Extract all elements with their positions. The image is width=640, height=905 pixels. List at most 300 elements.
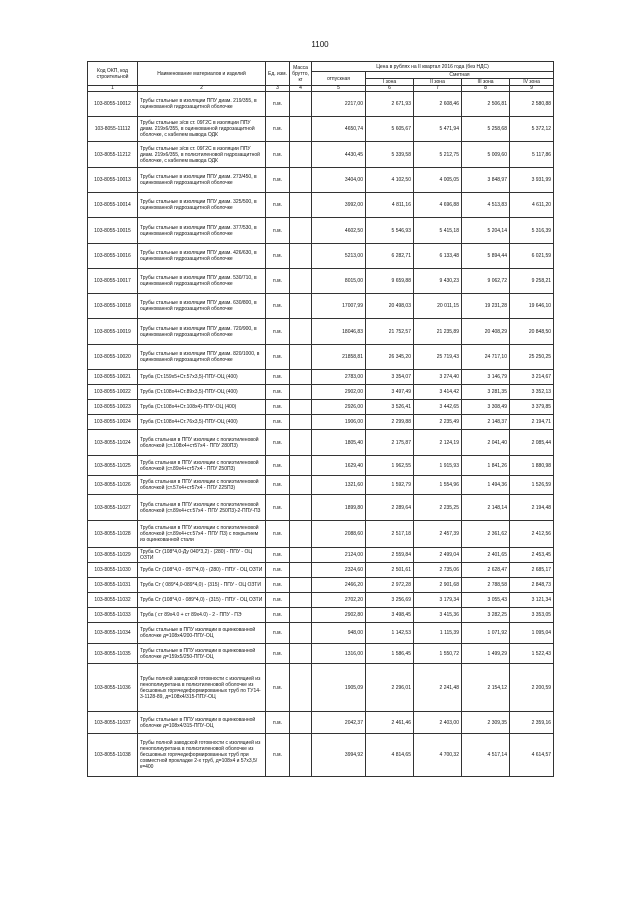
row-unit-cell: п.м. <box>266 168 290 193</box>
row-zone3-price-cell: 5 009,60 <box>462 142 510 168</box>
row-code-cell: 103-8055-11031 <box>88 578 138 593</box>
row-code-cell: 103-8055-10013 <box>88 168 138 193</box>
header-unit: Ед. изм. <box>266 62 290 86</box>
row-zone3-price-cell: 1 499,29 <box>462 644 510 664</box>
row-zone1-price-cell: 4 814,65 <box>366 734 414 777</box>
row-mass-cell <box>290 623 312 644</box>
row-mass-cell <box>290 168 312 193</box>
row-unit-cell: п.м. <box>266 415 290 430</box>
header-zone-1: I зона <box>366 79 414 86</box>
row-zone1-price-cell: 2 461,46 <box>366 712 414 734</box>
row-zone4-price-cell: 2 194,71 <box>510 415 554 430</box>
row-zone4-price-cell: 2 685,17 <box>510 563 554 578</box>
row-zone3-price-cell: 2 154,12 <box>462 664 510 712</box>
row-mass-cell <box>290 521 312 548</box>
table-row <box>88 142 554 168</box>
row-mass-cell <box>290 415 312 430</box>
row-name-cell: Трубы стальные в изоляции ППУ диам. 820/1000, в оцинкованной гидрозащитной оболочке <box>138 345 266 370</box>
row-zone4-price-cell: 2 453,45 <box>510 548 554 563</box>
row-code-cell: 103-8055-10014 <box>88 193 138 218</box>
row-zone2-price-cell: 3 179,34 <box>414 593 462 608</box>
row-name-cell: Труба Ст (108*4,0-Ду 040*3,2) - (280) - ППУ - ОЦ ОЗТИ <box>138 548 266 563</box>
row-code-cell: 103-8055-11027 <box>88 495 138 521</box>
row-zone2-price-cell: 2 901,68 <box>414 578 462 593</box>
table-row <box>88 476 554 495</box>
table-row <box>88 269 554 294</box>
row-zone3-price-cell: 3 281,35 <box>462 385 510 400</box>
row-zone1-price-cell: 2 559,84 <box>366 548 414 563</box>
table-row <box>88 430 554 456</box>
row-zone1-price-cell: 5 339,58 <box>366 142 414 168</box>
row-release-price-cell: 2926,00 <box>312 400 366 415</box>
row-zone3-price-cell: 5 258,68 <box>462 117 510 142</box>
row-release-price-cell: 4650,74 <box>312 117 366 142</box>
row-name-cell: Труба стальная в ППУ изоляции с полиэтиленовой оболочкой (ст.89х4+ст.57х4 - ППУ П3) с покрытием из оцинкованной стали <box>138 521 266 548</box>
row-zone4-price-cell: 2 359,16 <box>510 712 554 734</box>
table-row <box>88 456 554 476</box>
row-zone4-price-cell: 4 611,20 <box>510 193 554 218</box>
row-mass-cell <box>290 430 312 456</box>
row-unit-cell: п.м. <box>266 476 290 495</box>
row-zone2-price-cell: 9 430,23 <box>414 269 462 294</box>
row-zone4-price-cell: 2 580,88 <box>510 92 554 117</box>
row-zone4-price-cell: 3 379,85 <box>510 400 554 415</box>
column-number: 4 <box>290 86 312 92</box>
row-zone4-price-cell: 2 085,44 <box>510 430 554 456</box>
row-zone4-price-cell: 1 880,98 <box>510 456 554 476</box>
row-zone3-price-cell: 3 308,49 <box>462 400 510 415</box>
row-name-cell: Трубы стальные в изоляции ППУ диам. 219/355, в оцинкованной гидрозащитной оболочке <box>138 92 266 117</box>
row-unit-cell: п.м. <box>266 521 290 548</box>
row-zone3-price-cell: 9 062,72 <box>462 269 510 294</box>
row-zone3-price-cell: 5 204,14 <box>462 218 510 244</box>
row-code-cell: 103-8055-10021 <box>88 370 138 385</box>
row-zone4-price-cell: 2 848,73 <box>510 578 554 593</box>
row-release-price-cell: 2783,00 <box>312 370 366 385</box>
row-unit-cell: п.м. <box>266 218 290 244</box>
row-zone1-price-cell: 3 256,69 <box>366 593 414 608</box>
row-zone2-price-cell: 5 471,94 <box>414 117 462 142</box>
row-name-cell: Труба стальная в ППУ изоляции с полиэтиленовой оболочкой (ст.108х4+ст57х4 - ППУ 280П3) <box>138 430 266 456</box>
header-release: отпускная <box>312 72 366 86</box>
row-mass-cell <box>290 244 312 269</box>
row-code-cell: 103-8055-11030 <box>88 563 138 578</box>
row-zone4-price-cell: 1 095,04 <box>510 623 554 644</box>
row-code-cell: 103-8055-10020 <box>88 345 138 370</box>
row-code-cell: 103-8055-11032 <box>88 593 138 608</box>
row-zone2-price-cell: 4 696,88 <box>414 193 462 218</box>
row-zone4-price-cell: 5 117,86 <box>510 142 554 168</box>
row-zone2-price-cell: 2 241,48 <box>414 664 462 712</box>
row-name-cell: Трубы полной заводской готовности с изоляцией из пенополиуретана в полиэтиленовой оболочке из бесшовных горячедеформированных труб по ТУ14-3-1128-89, д=108х4/315-ППУ-ОЦ <box>138 664 266 712</box>
row-zone2-price-cell: 20 011,15 <box>414 294 462 319</box>
row-code-cell: 103-8055-10019 <box>88 319 138 345</box>
row-release-price-cell: 4430,45 <box>312 142 366 168</box>
row-zone2-price-cell: 4 005,05 <box>414 168 462 193</box>
row-zone3-price-cell: 1 494,36 <box>462 476 510 495</box>
row-release-price-cell: 2702,20 <box>312 593 366 608</box>
row-mass-cell <box>290 269 312 294</box>
row-unit-cell: п.м. <box>266 608 290 623</box>
row-mass-cell <box>290 117 312 142</box>
row-zone4-price-cell: 19 646,10 <box>510 294 554 319</box>
row-release-price-cell: 5213,00 <box>312 244 366 269</box>
row-unit-cell: п.м. <box>266 548 290 563</box>
row-release-price-cell: 4602,50 <box>312 218 366 244</box>
row-zone4-price-cell: 25 250,25 <box>510 345 554 370</box>
row-code-cell: 103-8055-11112 <box>88 117 138 142</box>
row-mass-cell <box>290 218 312 244</box>
row-unit-cell: п.м. <box>266 142 290 168</box>
row-zone3-price-cell: 3 282,25 <box>462 608 510 623</box>
row-zone1-price-cell: 2 296,01 <box>366 664 414 712</box>
row-code-cell: 103-8055-10023 <box>88 400 138 415</box>
row-zone2-price-cell: 1 915,93 <box>414 456 462 476</box>
row-code-cell: 103-8055-11025 <box>88 456 138 476</box>
row-unit-cell: п.м. <box>266 385 290 400</box>
row-release-price-cell: 2217,00 <box>312 92 366 117</box>
row-code-cell: 103-8055-11026 <box>88 476 138 495</box>
row-zone4-price-cell: 3 931,99 <box>510 168 554 193</box>
row-unit-cell: п.м. <box>266 664 290 712</box>
row-zone3-price-cell: 2 148,14 <box>462 495 510 521</box>
row-name-cell: Трубы стальные в ППУ изоляции в оцинкованной оболочке д=108х4/200-ППУ-ОЦ <box>138 623 266 644</box>
row-mass-cell <box>290 345 312 370</box>
column-number: 8 <box>462 86 510 92</box>
table-row <box>88 92 554 117</box>
row-zone2-price-cell: 2 499,04 <box>414 548 462 563</box>
row-zone1-price-cell: 9 659,88 <box>366 269 414 294</box>
table-row <box>88 168 554 193</box>
row-mass-cell <box>290 400 312 415</box>
row-zone3-price-cell: 1 071,92 <box>462 623 510 644</box>
header-estimate: Сметная <box>366 72 554 79</box>
row-zone1-price-cell: 6 282,71 <box>366 244 414 269</box>
row-name-cell: Трубы полной заводской готовности с изоляцией из пенополиуретана в полиэтиленовой оболочке из бесшовных горячедеформированных труб при совместной прокладке 2-х труб, д=108х4 и 57х3,5/к=400 <box>138 734 266 777</box>
table-row <box>88 644 554 664</box>
row-name-cell: Трубы стальные в изоляции ППУ диам. 530/710, в оцинкованной гидрозащитной оболочке <box>138 269 266 294</box>
row-code-cell: 103-8055-11034 <box>88 623 138 644</box>
row-code-cell: 103-8055-11024 <box>88 430 138 456</box>
row-zone2-price-cell: 3 274,40 <box>414 370 462 385</box>
row-name-cell: Труба стальная в ППУ изоляции с полиэтиленовой оболочкой (ст.89х4+ст.57х4 - ППУ 250П3)-2-ППУ-П3 <box>138 495 266 521</box>
row-mass-cell <box>290 142 312 168</box>
table-body <box>88 92 554 777</box>
row-release-price-cell: 2088,60 <box>312 521 366 548</box>
row-zone3-price-cell: 20 408,29 <box>462 319 510 345</box>
row-zone2-price-cell: 4 700,32 <box>414 734 462 777</box>
row-code-cell: 103-8055-11033 <box>88 608 138 623</box>
row-zone4-price-cell: 3 352,13 <box>510 385 554 400</box>
row-zone2-price-cell: 2 235,49 <box>414 415 462 430</box>
row-unit-cell: п.м. <box>266 593 290 608</box>
row-mass-cell <box>290 734 312 777</box>
row-mass-cell <box>290 578 312 593</box>
row-mass-cell <box>290 712 312 734</box>
row-zone4-price-cell: 1 522,43 <box>510 644 554 664</box>
row-unit-cell: п.м. <box>266 193 290 218</box>
row-mass-cell <box>290 476 312 495</box>
row-name-cell: Труба Ст (108*4,0 - 089*4,0) - (315) - ППУ - ОЦ ОЗТИ <box>138 593 266 608</box>
row-zone3-price-cell: 5 894,44 <box>462 244 510 269</box>
row-zone1-price-cell: 5 605,67 <box>366 117 414 142</box>
row-code-cell: 103-8055-10024 <box>88 415 138 430</box>
header-zone-3: III зона <box>462 79 510 86</box>
row-zone4-price-cell: 6 021,59 <box>510 244 554 269</box>
header-zone-4: IV зона <box>510 79 554 86</box>
row-zone3-price-cell: 1 841,26 <box>462 456 510 476</box>
row-release-price-cell: 2902,00 <box>312 385 366 400</box>
table-row <box>88 415 554 430</box>
row-name-cell: Трубы стальные в ППУ изоляции в оцинкованной оболочке д=108х4/315-ППУ-ОЦ <box>138 712 266 734</box>
row-zone2-price-cell: 1 115,39 <box>414 623 462 644</box>
row-zone3-price-cell: 4 513,83 <box>462 193 510 218</box>
row-name-cell: Трубы стальные в изоляции ППУ диам. 426/630, в оцинкованной гидрозащитной оболочке <box>138 244 266 269</box>
table-row <box>88 593 554 608</box>
table-row <box>88 345 554 370</box>
row-unit-cell: п.м. <box>266 269 290 294</box>
row-zone3-price-cell: 3 848,97 <box>462 168 510 193</box>
row-zone3-price-cell: 2 788,58 <box>462 578 510 593</box>
column-number: 3 <box>266 86 290 92</box>
row-code-cell: 103-8055-10017 <box>88 269 138 294</box>
row-zone3-price-cell: 2 148,37 <box>462 415 510 430</box>
row-zone2-price-cell: 5 415,18 <box>414 218 462 244</box>
row-zone1-price-cell: 5 546,93 <box>366 218 414 244</box>
row-zone2-price-cell: 2 735,06 <box>414 563 462 578</box>
row-code-cell: 103-8055-11038 <box>88 734 138 777</box>
row-zone1-price-cell: 4 811,16 <box>366 193 414 218</box>
row-zone1-price-cell: 2 501,61 <box>366 563 414 578</box>
header-zone-2: II зона <box>414 79 462 86</box>
row-release-price-cell: 18046,83 <box>312 319 366 345</box>
row-mass-cell <box>290 193 312 218</box>
table-row <box>88 734 554 777</box>
row-code-cell: 103-8055-10022 <box>88 385 138 400</box>
row-mass-cell <box>290 593 312 608</box>
row-zone2-price-cell: 2 235,25 <box>414 495 462 521</box>
row-unit-cell: п.м. <box>266 370 290 385</box>
row-zone1-price-cell: 3 354,07 <box>366 370 414 385</box>
row-mass-cell <box>290 456 312 476</box>
table-header <box>88 62 554 92</box>
row-zone4-price-cell: 9 258,21 <box>510 269 554 294</box>
table-row <box>88 218 554 244</box>
row-zone2-price-cell: 2 124,19 <box>414 430 462 456</box>
column-number: 9 <box>510 86 554 92</box>
row-zone3-price-cell: 19 231,28 <box>462 294 510 319</box>
header-mass: Масса брутто, кг <box>290 62 312 86</box>
row-release-price-cell: 1906,00 <box>312 415 366 430</box>
page-number: 1100 <box>311 40 329 49</box>
row-zone2-price-cell: 3 442,65 <box>414 400 462 415</box>
column-number: 7 <box>414 86 462 92</box>
row-code-cell: 103-8055-10012 <box>88 92 138 117</box>
row-name-cell: Труба (Ст.159х5+Ст.57х3,5)-ППУ-ОЦ (400) <box>138 370 266 385</box>
column-number: 1 <box>88 86 138 92</box>
row-name-cell: Трубы стальные э/св ст. 09Г2С в изоляции ППУ диам. 219х6/355, в оцинкованной гидрозащитной оболочке, с кабелем вывода ОДК <box>138 117 266 142</box>
header-code: Код ОКП, код строительной <box>88 62 138 86</box>
row-zone4-price-cell: 2 412,56 <box>510 521 554 548</box>
row-release-price-cell: 1316,00 <box>312 644 366 664</box>
row-release-price-cell: 21858,81 <box>312 345 366 370</box>
row-unit-cell: п.м. <box>266 644 290 664</box>
row-name-cell: Труба ( ст 89х4.0 + ст 89х4.0) - 2 - ППУ - ПЭ <box>138 608 266 623</box>
row-release-price-cell: 2124,00 <box>312 548 366 563</box>
row-unit-cell: п.м. <box>266 244 290 269</box>
row-zone3-price-cell: 2 628,47 <box>462 563 510 578</box>
row-code-cell: 103-8055-11037 <box>88 712 138 734</box>
row-mass-cell <box>290 608 312 623</box>
table-row <box>88 608 554 623</box>
row-zone3-price-cell: 2 506,81 <box>462 92 510 117</box>
table-row <box>88 319 554 345</box>
table-row <box>88 400 554 415</box>
row-release-price-cell: 1905,09 <box>312 664 366 712</box>
row-name-cell: Труба стальная в ППУ изоляции с полиэтиленовой оболочкой (ст.89х4+ст57х4 - ППУ 250П3) <box>138 456 266 476</box>
row-zone4-price-cell: 5 372,12 <box>510 117 554 142</box>
row-name-cell: Труба (Ст.108х4+Ст.76х3,5)-ППУ-ОЦ (400) <box>138 415 266 430</box>
row-name-cell: Трубы стальные э/св ст. 09Г2С в изоляции ППУ диам. 219х6/355, в полиэтиленовой гидрозащитной оболочке, с кабелем вывода ОДК <box>138 142 266 168</box>
row-unit-cell: п.м. <box>266 430 290 456</box>
row-release-price-cell: 3404,00 <box>312 168 366 193</box>
row-release-price-cell: 1629,40 <box>312 456 366 476</box>
row-zone1-price-cell: 1 142,53 <box>366 623 414 644</box>
row-zone1-price-cell: 2 517,18 <box>366 521 414 548</box>
row-zone2-price-cell: 3 414,42 <box>414 385 462 400</box>
row-release-price-cell: 1321,60 <box>312 476 366 495</box>
row-zone1-price-cell: 1 962,55 <box>366 456 414 476</box>
header-name: Наименование материалов и изделий <box>138 62 266 86</box>
row-zone2-price-cell: 2 457,39 <box>414 521 462 548</box>
row-code-cell: 103-8055-10015 <box>88 218 138 244</box>
row-zone3-price-cell: 2 361,62 <box>462 521 510 548</box>
row-release-price-cell: 8015,00 <box>312 269 366 294</box>
row-zone4-price-cell: 5 316,39 <box>510 218 554 244</box>
row-mass-cell <box>290 664 312 712</box>
row-name-cell: Труба Ст (108*4,0 - 057*4,0) - (280) - ППУ - ОЦ ОЗТИ <box>138 563 266 578</box>
row-release-price-cell: 2466,20 <box>312 578 366 593</box>
table-row <box>88 623 554 644</box>
table-row <box>88 712 554 734</box>
row-zone1-price-cell: 21 752,57 <box>366 319 414 345</box>
row-zone3-price-cell: 24 717,10 <box>462 345 510 370</box>
row-mass-cell <box>290 495 312 521</box>
row-mass-cell <box>290 319 312 345</box>
header-price-group: Цена в рублях на II квартал 2016 года (без НДС) <box>312 62 554 72</box>
row-name-cell: Труба стальная в ППУ изоляции с полиэтиленовой оболочкой (ст.57х4+ст57х4 - ППУ 225П3) <box>138 476 266 495</box>
row-name-cell: Трубы стальные в изоляции ППУ диам. 377/530, в оцинкованной гидрозащитной оболочке <box>138 218 266 244</box>
row-zone4-price-cell: 2 194,48 <box>510 495 554 521</box>
row-release-price-cell: 948,00 <box>312 623 366 644</box>
row-zone2-price-cell: 6 133,48 <box>414 244 462 269</box>
row-mass-cell <box>290 563 312 578</box>
row-release-price-cell: 2324,60 <box>312 563 366 578</box>
table-row <box>88 244 554 269</box>
row-release-price-cell: 2042,37 <box>312 712 366 734</box>
row-unit-cell: п.м. <box>266 294 290 319</box>
row-unit-cell: п.м. <box>266 563 290 578</box>
row-zone2-price-cell: 21 235,89 <box>414 319 462 345</box>
row-mass-cell <box>290 548 312 563</box>
row-name-cell: Труба (Ст.108х4+Ст.89х3,5)-ППУ-ОЦ (400) <box>138 385 266 400</box>
row-code-cell: 103-8055-11212 <box>88 142 138 168</box>
row-zone1-price-cell: 26 345,20 <box>366 345 414 370</box>
row-name-cell: Трубы стальные в изоляции ППУ диам. 325/500, в оцинкованной гидрозащитной оболочке <box>138 193 266 218</box>
row-zone2-price-cell: 2 403,00 <box>414 712 462 734</box>
row-zone1-price-cell: 20 498,03 <box>366 294 414 319</box>
row-zone1-price-cell: 3 526,41 <box>366 400 414 415</box>
row-zone2-price-cell: 3 415,36 <box>414 608 462 623</box>
row-zone3-price-cell: 2 041,40 <box>462 430 510 456</box>
row-mass-cell <box>290 92 312 117</box>
row-zone3-price-cell: 3 055,43 <box>462 593 510 608</box>
row-zone2-price-cell: 25 719,43 <box>414 345 462 370</box>
column-number: 5 <box>312 86 366 92</box>
row-zone2-price-cell: 1 554,96 <box>414 476 462 495</box>
row-unit-cell: п.м. <box>266 345 290 370</box>
row-mass-cell <box>290 370 312 385</box>
table-row <box>88 370 554 385</box>
row-zone1-price-cell: 2 299,88 <box>366 415 414 430</box>
row-code-cell: 103-8055-11035 <box>88 644 138 664</box>
row-zone3-price-cell: 3 146,79 <box>462 370 510 385</box>
row-zone2-price-cell: 1 550,72 <box>414 644 462 664</box>
row-unit-cell: п.м. <box>266 712 290 734</box>
row-zone2-price-cell: 5 212,75 <box>414 142 462 168</box>
table-row <box>88 385 554 400</box>
row-release-price-cell: 3992,00 <box>312 193 366 218</box>
row-release-price-cell: 2902,80 <box>312 608 366 623</box>
row-unit-cell: п.м. <box>266 456 290 476</box>
row-zone4-price-cell: 1 526,59 <box>510 476 554 495</box>
row-zone1-price-cell: 2 972,28 <box>366 578 414 593</box>
row-zone1-price-cell: 2 671,93 <box>366 92 414 117</box>
table-row <box>88 495 554 521</box>
column-number: 2 <box>138 86 266 92</box>
row-release-price-cell: 17007,99 <box>312 294 366 319</box>
row-name-cell: Труба Ст ( 089*4,0-089*4,0) - (315) - ППУ - ОЦ ОЗТИ <box>138 578 266 593</box>
row-zone2-price-cell: 2 608,46 <box>414 92 462 117</box>
row-zone1-price-cell: 4 102,50 <box>366 168 414 193</box>
row-code-cell: 103-8055-11036 <box>88 664 138 712</box>
row-release-price-cell: 1805,40 <box>312 430 366 456</box>
row-zone4-price-cell: 20 848,50 <box>510 319 554 345</box>
row-zone4-price-cell: 2 200,59 <box>510 664 554 712</box>
table-row <box>88 521 554 548</box>
row-code-cell: 103-8055-11029 <box>88 548 138 563</box>
row-zone4-price-cell: 4 614,57 <box>510 734 554 777</box>
row-zone4-price-cell: 3 121,34 <box>510 593 554 608</box>
row-name-cell: Трубы стальные в ППУ изоляции в оцинкованной оболочке д=159х5/250-ППУ-ОЦ <box>138 644 266 664</box>
column-number: 6 <box>366 86 414 92</box>
row-unit-cell: п.м. <box>266 92 290 117</box>
row-code-cell: 103-8055-10016 <box>88 244 138 269</box>
row-zone3-price-cell: 2 401,65 <box>462 548 510 563</box>
row-unit-cell: п.м. <box>266 623 290 644</box>
row-name-cell: Трубы стальные в изоляции ППУ диам. 720/900, в оцинкованной гидрозащитной оболочке <box>138 319 266 345</box>
table-row <box>88 578 554 593</box>
table-row <box>88 664 554 712</box>
row-zone1-price-cell: 2 289,64 <box>366 495 414 521</box>
row-unit-cell: п.м. <box>266 117 290 142</box>
row-name-cell: Трубы стальные в изоляции ППУ диам. 273/450, в оцинкованной гидрозащитной оболочке <box>138 168 266 193</box>
row-code-cell: 103-8055-10018 <box>88 294 138 319</box>
row-name-cell: Труба (Ст.108х4+Ст.108х4)-ППУ-ОЦ (400) <box>138 400 266 415</box>
row-mass-cell <box>290 294 312 319</box>
row-unit-cell: п.м. <box>266 734 290 777</box>
row-zone1-price-cell: 3 497,49 <box>366 385 414 400</box>
